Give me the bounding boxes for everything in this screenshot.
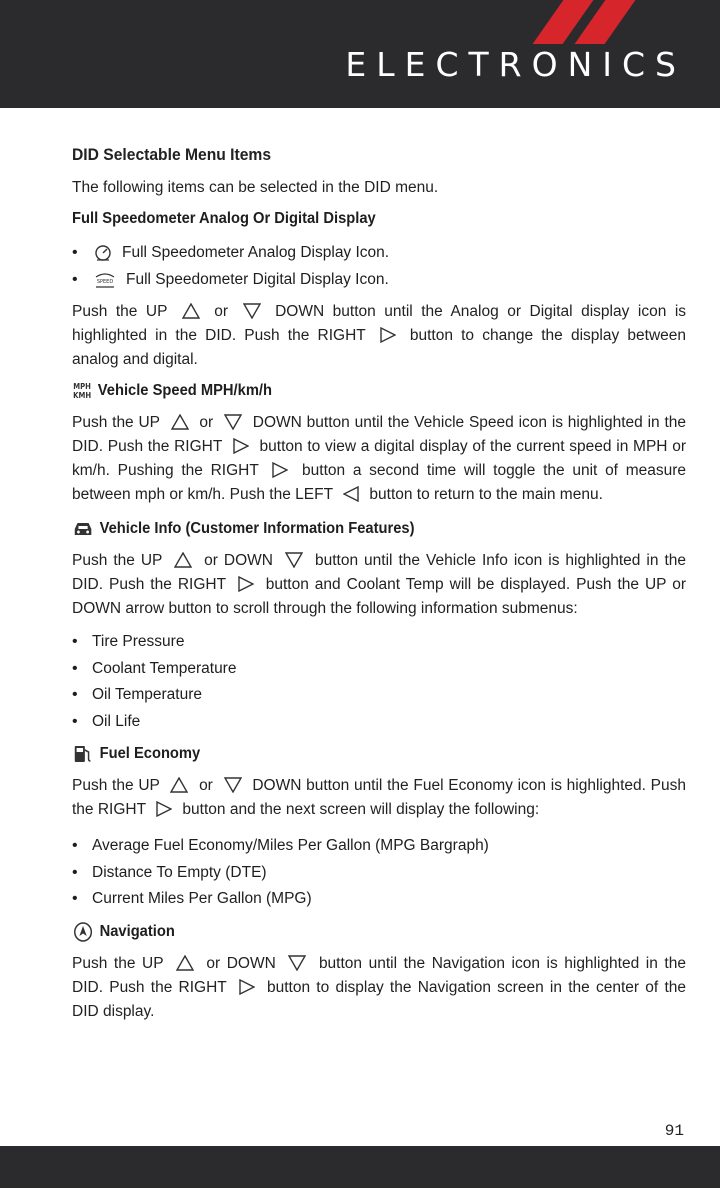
digital-speed-icon-text: • SPEED [96, 278, 114, 285]
list-item-label: • Distance To Empty (DTE) [92, 863, 267, 881]
up-triangle-icon [171, 414, 189, 436]
analog-speedometer-icon [92, 243, 114, 263]
list-item-label: • Oil Life [92, 712, 141, 730]
text-segment: Push the UP [72, 414, 160, 431]
right-triangle-icon [380, 327, 396, 349]
vehicle-speed-heading [72, 380, 637, 402]
list-item [72, 682, 686, 709]
down-triangle-icon [224, 777, 242, 799]
page-number: 91 [664, 1122, 684, 1140]
navigation-title: Navigation [99, 922, 175, 940]
list-item-label: • Current Miles Per Gallon (MPG) [92, 890, 312, 907]
right-triangle-icon [233, 438, 249, 460]
text-segment: or DOWN [206, 954, 276, 972]
down-triangle-icon [243, 303, 261, 325]
fuel-pump-icon [72, 744, 94, 764]
up-triangle-icon [176, 955, 194, 977]
list-item-label: • Oil Temperature [92, 686, 202, 703]
section-intro: The following items can be selected in the DID menu. [72, 179, 439, 196]
list-item [72, 833, 686, 860]
list-item-label: • Full Speedometer Analog Display Icon. [122, 244, 390, 261]
list-item [72, 629, 686, 656]
text-segment: button a second time will toggle the unit of measure between mph or km/h. Push the LEFT [72, 462, 687, 503]
up-triangle-icon [182, 303, 200, 325]
down-triangle-icon [288, 955, 306, 977]
up-triangle-icon [174, 552, 192, 574]
speedometer-icon-list [72, 240, 686, 293]
fuel-economy-title: Fuel Economy [99, 745, 201, 762]
right-triangle-icon [239, 979, 255, 1001]
text-segment: Push the UP [72, 777, 160, 794]
text-segment: button and Coolant Temp will be displayed. Push the UP or DOWN arrow button to scroll through the following information submenus: [72, 576, 687, 617]
text-segment: DOWN button until the Fuel Economy icon is highlighted. Push the RIGHT [72, 777, 687, 818]
fuel-economy-heading [72, 743, 637, 765]
text-segment: button to display the Navigation screen in the center of the DID display. [72, 978, 686, 1020]
vehicle-speed-title: Vehicle Speed MPH/km/h [97, 382, 273, 399]
fuel-economy-list [72, 833, 686, 913]
vehicle-info-heading [72, 518, 637, 540]
mph-kmh-icon [72, 381, 92, 401]
vehicle-info-instructions [72, 550, 686, 619]
down-triangle-icon [285, 552, 303, 574]
navigation-heading [72, 921, 637, 943]
text-segment: Push the UP [72, 303, 168, 320]
mph-kmh-icon-text-bottom: KMH [73, 390, 92, 401]
text-segment: DOWN button until the Analog or Digital display icon is highlighted in the DID. Push the RIGHT [72, 303, 687, 344]
navigation-instructions [72, 953, 686, 1022]
page-footer-bar [0, 1146, 720, 1188]
text-segment: button to return to the main menu. [369, 486, 603, 503]
left-triangle-icon [343, 486, 359, 508]
fuel-economy-instructions [72, 775, 686, 823]
list-item [72, 656, 686, 683]
list-item [72, 267, 686, 294]
right-triangle-icon [156, 801, 172, 823]
list-item-label: • Average Fuel Economy/Miles Per Gallon (MPG Bargraph) [92, 837, 489, 854]
text-segment: or DOWN [204, 552, 273, 569]
navigation-icon [72, 921, 94, 943]
page-content [72, 143, 686, 1032]
vehicle-info-submenu-list [72, 629, 686, 735]
speedometer-instructions [72, 301, 686, 370]
list-item [72, 709, 686, 736]
text-segment: Push the UP [72, 552, 163, 569]
text-segment: button and the next screen will display the following: [182, 801, 540, 818]
vehicle-info-icon [72, 520, 94, 538]
text-segment: or [199, 414, 214, 431]
digital-speedometer-icon [92, 270, 118, 290]
text-segment: button until the Navigation icon is highlighted in the DID. Push the RIGHT [72, 954, 686, 996]
page-header [0, 0, 720, 108]
text-segment: Push the UP [72, 954, 164, 972]
text-segment: button to change the display between analog and digital. [72, 327, 686, 368]
text-segment: button until the Vehicle Info icon is highlighted in the DID. Push the RIGHT [72, 552, 687, 593]
chapter-title: ELECTRONICS [345, 45, 686, 84]
speedometer-heading [72, 208, 637, 230]
list-item [72, 860, 686, 887]
down-triangle-icon [224, 414, 242, 436]
text-segment: or [199, 777, 213, 794]
speedometer-title: Full Speedometer Analog Or Digital Display [72, 210, 376, 227]
right-triangle-icon [238, 576, 254, 598]
vehicle-info-title: Vehicle Info (Customer Information Features) [99, 520, 415, 537]
list-item-label: • Coolant Temperature [92, 659, 237, 677]
text-segment: button to view a digital display of the current speed in MPH or km/h. Pushing the RIGHT [72, 438, 687, 479]
text-segment: or [214, 303, 229, 320]
list-item [72, 886, 686, 913]
vehicle-speed-instructions [72, 412, 686, 508]
up-triangle-icon [170, 777, 188, 799]
right-triangle-icon [272, 462, 288, 484]
mph-kmh-icon-text-top: MPH [73, 381, 91, 392]
list-item-label: • Tire Pressure [92, 633, 185, 650]
section-title: DID Selectable Menu Items [72, 145, 272, 164]
list-item [72, 240, 686, 267]
text-segment: DOWN button until the Vehicle Speed icon is highlighted in the DID. Push the RIGHT [72, 414, 687, 455]
list-item-label: Full Speedometer Digital Display Icon. [126, 270, 389, 288]
